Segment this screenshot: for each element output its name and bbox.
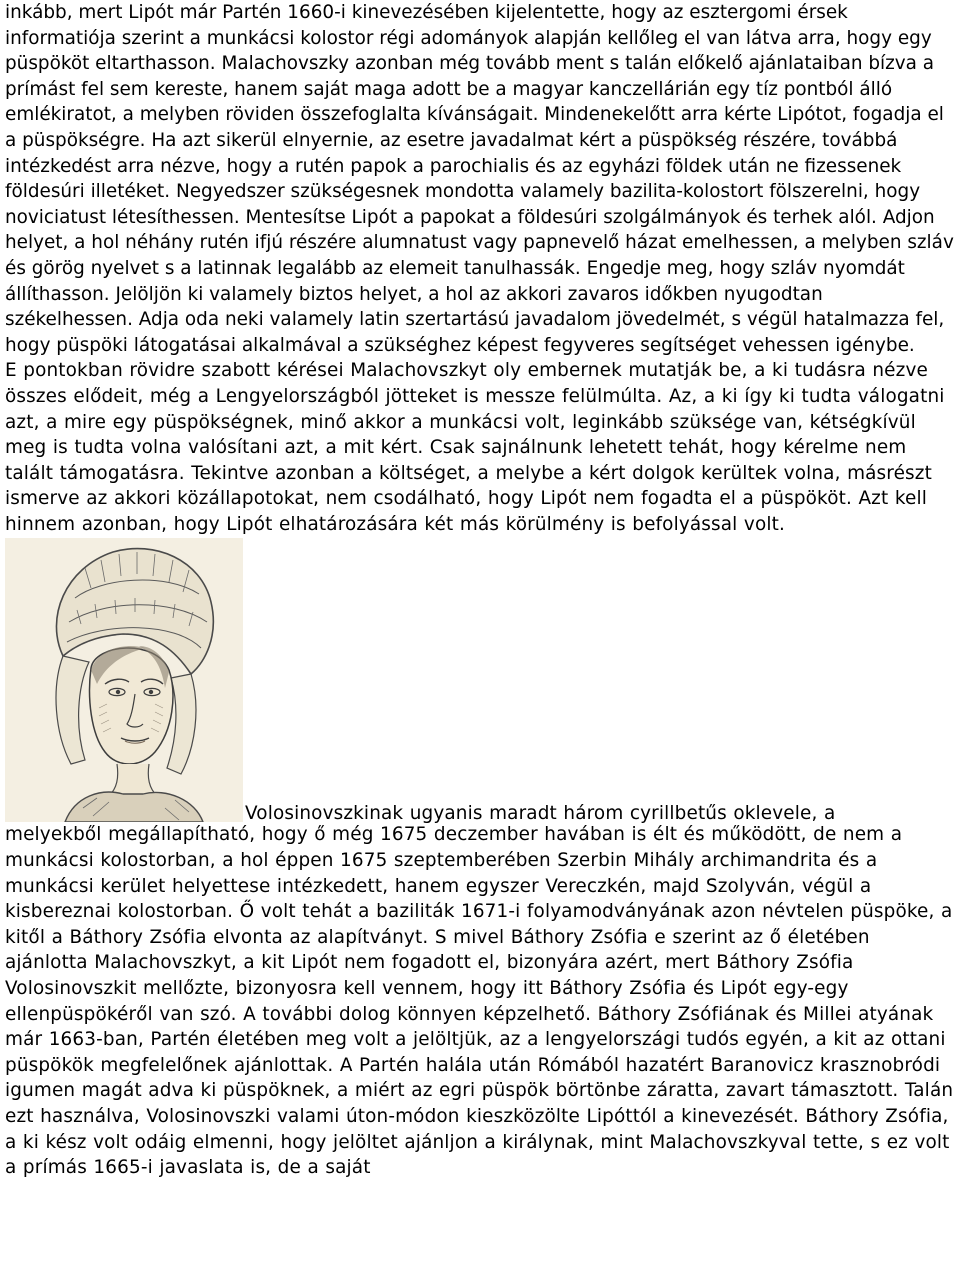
- paragraph-2: E pontokban rövidre szabott kérései Malachovszkyt oly embernek mutatják be, a ki tudásra nézve összes elődeit, még a Lengyelországból jötteket is messze felülmúlta. Az, a ki így ki tudta válogatni azt, a mire egy püspökségnek, minő akkor a munkácsi volt, leginkább szüksége van, kétségkívül meg is tudta volna valósítani azt, a mit kért. Csak sajnálnunk lehetett tehát, hogy kérelme nem talált támogatásra. Tekintve azonban a költséget, a melybe a kért dolgok kerültek volna, másrészt ismerve az akkori közállapotokat, nem csodálható, hogy Lipót nem fogadta el a püspököt. Azt kell hinnem azonban, hogy Lipót elhatározására két más körülmény is befolyással volt.: [5, 360, 945, 535]
- document-page: [5, 0, 955, 1181]
- figure-row: [5, 538, 955, 822]
- portrait-engraving-icon: [5, 538, 243, 822]
- paragraph-1: inkább, mert Lipót már Partén 1660-i kinevezésében kijelentette, hogy az esztergomi érsek informatiója szerint a munkácsi kolostor régi adományok alapján kellőleg el van látva arra, hogy egy püspököt eltarthasson. Malachovszky azonban még tovább ment s talán előkelő ajánlataiban bízva a prímást fel sem kereste, hanem saját maga adott be a magyar kanczellárián egy tíz pontból álló emlékiratot, a melyben röviden összefoglalta kívánságait. Mindenekelőtt arra kérte Lipótot, fogadja el a püspökségre. Ha azt sikerül elnyernie, az esetre javadalmat kért a püspökség részére, továbbá intézkedést arra nézve, hogy a rutén papok a parochialis és az egyházi földek után ne fizessenek földesúri illetéket. Negyedszer szükségesnek mondotta valamely bazilita-kolostort fölszerelni, hogy noviciatust létesíthessen. Mentesítse Lipót a papokat a földesúri szolgálmányok és terhek alól. Adjon helyet, a hol néhány rutén ifjú részére alumnatust vagy papnevelő házat emelhessen, a melyben szláv és görög nyelvet s a latinnak legalább az elemeit tanulhassák. Engedje meg, hogy szláv nyomdát állíthasson. Jelöljön ki valamely biztos helyet, a hol az akkori zavaros időkben nyugodtan székelhessen. Adja oda neki valamely latin szertartású javadalom jövedelmét, s végül hatalmazza fel, hogy püspöki látogatásai alkalmával a szükséghez képest fegyveres segítséget vehessen igénybe.: [5, 2, 954, 356]
- paragraph-3-first-line: Volosinovszkinak ugyanis maradt három cyrillbetűs oklevele, a: [245, 802, 836, 824]
- paragraph-3: melyekből megállapítható, hogy ő még 1675 deczember havában is élt és működött, de nem a munkácsi kolostorban, a hol éppen 1675 szeptemberében Szerbin Mihály archimandrita és a munkácsi kerület helyettese intézkedett, hanem egyszer Vereczkén, majd Szolyván, végül a kisbereznai kolostorban. Ő volt tehát a baziliták 1671-i folyamodványának azon névtelen püspöke, a kitől a Báthory Zsófia elvonta az alapítványt. S mivel Báthory Zsófia e szerint az ő életében ajánlotta Malachovszkyt, a kit Lipót nem fogadott el, bizonyára azért, mert Báthory Zsófia Volosinovszkit mellőzte, bizonyosra kell vennem, hogy itt Báthory Zsófia és Lipót egy-egy ellenpüspökéről van szó. A további dolog könnyen képzelhető. Báthory Zsófiának és Millei atyának már 1663-ban, Partén életében meg volt a jelöltjük, az a lengyelországi tudós egyén, a kit az ottani püspökök megfelelőnek ajánlottak. A Partén halála után Rómából hazatért Baranovicz krasznobródi igumen magát adva ki püspöknek, a miért az egri püspök börtönbe záratta, zavart támasztott. Talán ezt használva, Volosinovszki valami úton-módon kieszközölte Lipóttól a kinevezését. Báthory Zsófia, a ki kész volt odáig elmenni, hogy jelöltet ajánljon a királynak, mint Malachovszkyval tette, s ez volt a prímás 1665-i javaslata is, de a saját: [5, 824, 954, 1179]
